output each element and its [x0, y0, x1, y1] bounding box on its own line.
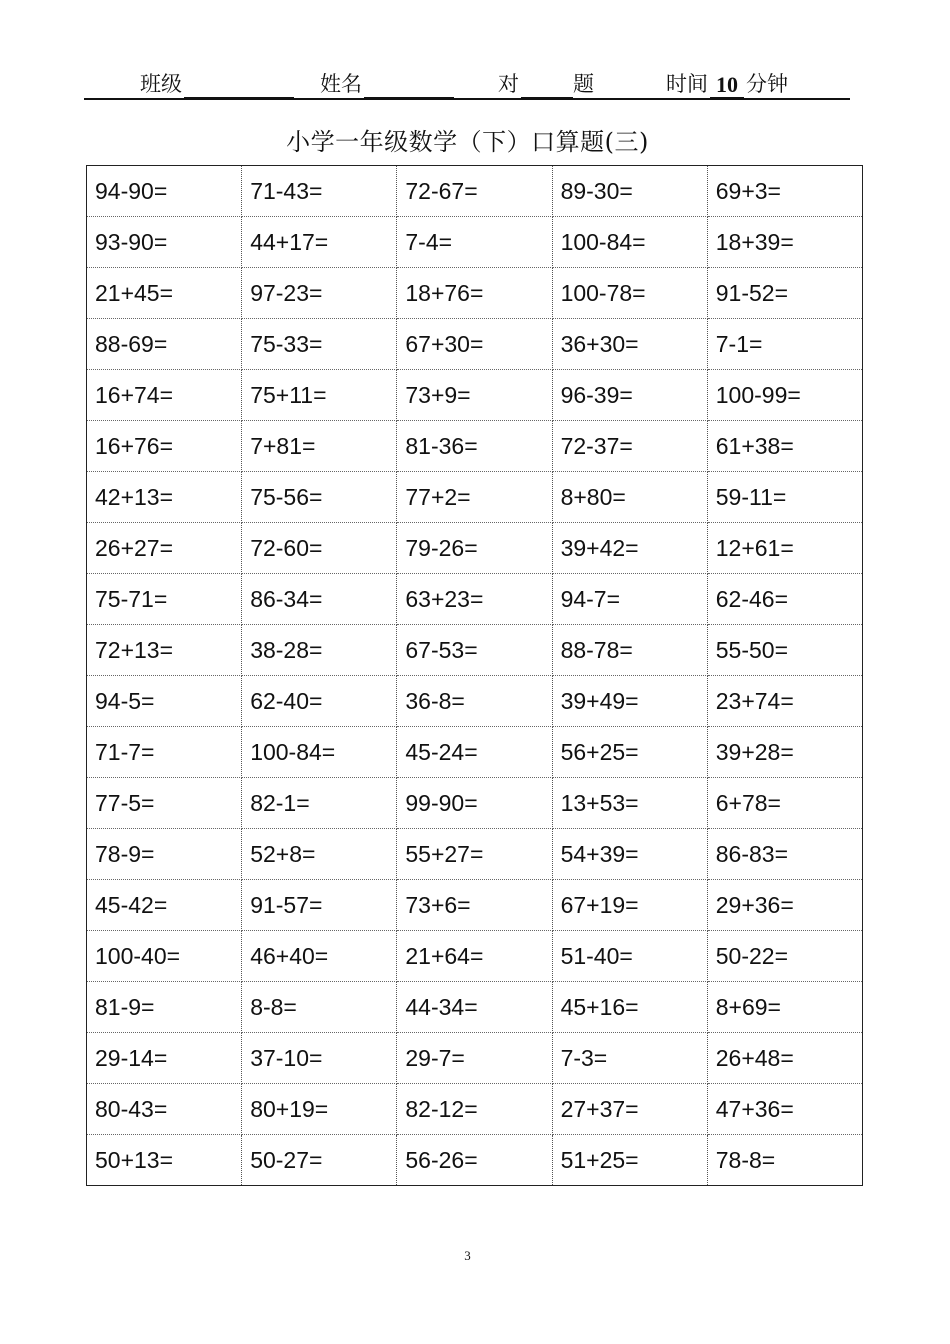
problem-row — [87, 1135, 863, 1186]
worksheet-title: 小学一年级数学（下）口算题(三) — [286, 128, 649, 156]
problem-cell: 23+74= — [707, 676, 862, 727]
problem-cell: 73+9= — [397, 370, 552, 421]
problem-cell: 93-90= — [87, 217, 242, 268]
problem-cell: 55+27= — [397, 829, 552, 880]
problem-row — [87, 574, 863, 625]
problem-row — [87, 472, 863, 523]
problem-cell: 78-9= — [87, 829, 242, 880]
correct-label: 对 — [498, 72, 519, 96]
problem-row — [87, 625, 863, 676]
problem-cell: 8+69= — [707, 982, 862, 1033]
problem-cell: 26+27= — [87, 523, 242, 574]
problem-cell: 72-60= — [242, 523, 397, 574]
problem-cell: 56-26= — [397, 1135, 552, 1186]
problem-row — [87, 523, 863, 574]
problem-cell: 82-1= — [242, 778, 397, 829]
class-blank[interactable] — [184, 75, 294, 98]
problem-cell: 45-42= — [87, 880, 242, 931]
problem-row — [87, 880, 863, 931]
problem-cell: 99-90= — [397, 778, 552, 829]
problem-cell: 55-50= — [707, 625, 862, 676]
problem-cell: 67+30= — [397, 319, 552, 370]
problem-cell: 37-10= — [242, 1033, 397, 1084]
problem-cell: 67-53= — [397, 625, 552, 676]
problem-cell: 18+39= — [707, 217, 862, 268]
problem-cell: 29-7= — [397, 1033, 552, 1084]
problem-cell: 94-5= — [87, 676, 242, 727]
problem-cell: 72-37= — [552, 421, 707, 472]
problem-cell: 51-40= — [552, 931, 707, 982]
problem-cell: 50-27= — [242, 1135, 397, 1186]
name-field — [320, 68, 454, 98]
problem-cell: 94-7= — [552, 574, 707, 625]
problem-cell: 59-11= — [707, 472, 862, 523]
problem-cell: 97-23= — [242, 268, 397, 319]
problem-cell: 75+11= — [242, 370, 397, 421]
problem-cell: 72+13= — [87, 625, 242, 676]
problem-cell: 7-4= — [397, 217, 552, 268]
problem-cell: 29+36= — [707, 880, 862, 931]
problem-cell: 71-7= — [87, 727, 242, 778]
problem-cell: 77-5= — [87, 778, 242, 829]
problem-cell: 89-30= — [552, 166, 707, 217]
problem-cell: 81-36= — [397, 421, 552, 472]
problem-cell: 46+40= — [242, 931, 397, 982]
problem-cell: 50+13= — [87, 1135, 242, 1186]
problem-cell: 62-46= — [707, 574, 862, 625]
problem-cell: 73+6= — [397, 880, 552, 931]
problem-cell: 80-43= — [87, 1084, 242, 1135]
problem-cell: 12+61= — [707, 523, 862, 574]
page-number: 3 — [464, 1248, 471, 1263]
problem-cell: 100-84= — [242, 727, 397, 778]
problem-cell: 50-22= — [707, 931, 862, 982]
problem-cell: 67+19= — [552, 880, 707, 931]
problem-cell: 96-39= — [552, 370, 707, 421]
problem-cell: 8+80= — [552, 472, 707, 523]
problem-cell: 18+76= — [397, 268, 552, 319]
problem-cell: 44-34= — [397, 982, 552, 1033]
problem-cell: 13+53= — [552, 778, 707, 829]
problem-row — [87, 829, 863, 880]
problem-cell: 88-69= — [87, 319, 242, 370]
problem-row — [87, 1084, 863, 1135]
problem-cell: 6+78= — [707, 778, 862, 829]
time-value: 10 — [710, 73, 744, 98]
question-label: 题 — [573, 72, 594, 96]
problem-cell: 91-52= — [707, 268, 862, 319]
problem-row — [87, 421, 863, 472]
problem-cell: 86-34= — [242, 574, 397, 625]
problem-cell: 52+8= — [242, 829, 397, 880]
problem-cell: 39+28= — [707, 727, 862, 778]
problem-row — [87, 982, 863, 1033]
problem-cell: 44+17= — [242, 217, 397, 268]
problem-cell: 75-33= — [242, 319, 397, 370]
class-label: 班级 — [140, 72, 182, 96]
problem-cell: 78-8= — [707, 1135, 862, 1186]
problem-cell: 36+30= — [552, 319, 707, 370]
problem-cell: 26+48= — [707, 1033, 862, 1084]
problem-cell: 69+3= — [707, 166, 862, 217]
problem-row — [87, 268, 863, 319]
problem-cell: 63+23= — [397, 574, 552, 625]
problem-cell: 72-67= — [397, 166, 552, 217]
problem-row — [87, 319, 863, 370]
problem-cell: 61+38= — [707, 421, 862, 472]
problem-cell: 16+76= — [87, 421, 242, 472]
problem-row — [87, 370, 863, 421]
problem-row — [87, 676, 863, 727]
problem-cell: 81-9= — [87, 982, 242, 1033]
problem-cell: 100-40= — [87, 931, 242, 982]
problem-cell: 29-14= — [87, 1033, 242, 1084]
problem-cell: 86-83= — [707, 829, 862, 880]
problem-cell: 79-26= — [397, 523, 552, 574]
problem-cell: 62-40= — [242, 676, 397, 727]
problem-cell: 100-99= — [707, 370, 862, 421]
problem-cell: 47+36= — [707, 1084, 862, 1135]
problem-cell: 54+39= — [552, 829, 707, 880]
problem-cell: 77+2= — [397, 472, 552, 523]
time-unit: 分钟 — [746, 72, 788, 96]
problem-cell: 7-3= — [552, 1033, 707, 1084]
score-field — [498, 68, 594, 98]
problem-row — [87, 778, 863, 829]
problem-row — [87, 166, 863, 217]
problem-cell: 21+64= — [397, 931, 552, 982]
problem-cell: 7+81= — [242, 421, 397, 472]
correct-count-blank[interactable] — [521, 75, 573, 98]
problem-cell: 80+19= — [242, 1084, 397, 1135]
worksheet-header — [84, 62, 850, 100]
problem-cell: 94-90= — [87, 166, 242, 217]
time-label: 时间 — [666, 72, 708, 96]
problem-cell: 42+13= — [87, 472, 242, 523]
problem-cell: 56+25= — [552, 727, 707, 778]
problem-cell: 51+25= — [552, 1135, 707, 1186]
problem-cell: 91-57= — [242, 880, 397, 931]
problem-cell: 7-1= — [707, 319, 862, 370]
name-label: 姓名 — [320, 72, 362, 96]
problem-cell: 8-8= — [242, 982, 397, 1033]
time-field — [666, 68, 788, 98]
problem-cell: 38-28= — [242, 625, 397, 676]
problem-row — [87, 1033, 863, 1084]
problem-cell: 27+37= — [552, 1084, 707, 1135]
problem-cell: 45+16= — [552, 982, 707, 1033]
problem-cell: 39+49= — [552, 676, 707, 727]
problem-cell: 100-78= — [552, 268, 707, 319]
problem-cell: 39+42= — [552, 523, 707, 574]
problem-row — [87, 217, 863, 268]
problem-cell: 21+45= — [87, 268, 242, 319]
problem-cell: 16+74= — [87, 370, 242, 421]
problem-cell: 45-24= — [397, 727, 552, 778]
problem-row — [87, 727, 863, 778]
problem-grid — [86, 165, 863, 1186]
problem-row — [87, 931, 863, 982]
problem-cell: 88-78= — [552, 625, 707, 676]
problem-cell: 75-71= — [87, 574, 242, 625]
problem-cell: 75-56= — [242, 472, 397, 523]
problem-cell: 82-12= — [397, 1084, 552, 1135]
name-blank[interactable] — [364, 75, 454, 98]
class-field — [140, 68, 294, 98]
problem-cell: 36-8= — [397, 676, 552, 727]
problem-cell: 100-84= — [552, 217, 707, 268]
problem-cell: 71-43= — [242, 166, 397, 217]
